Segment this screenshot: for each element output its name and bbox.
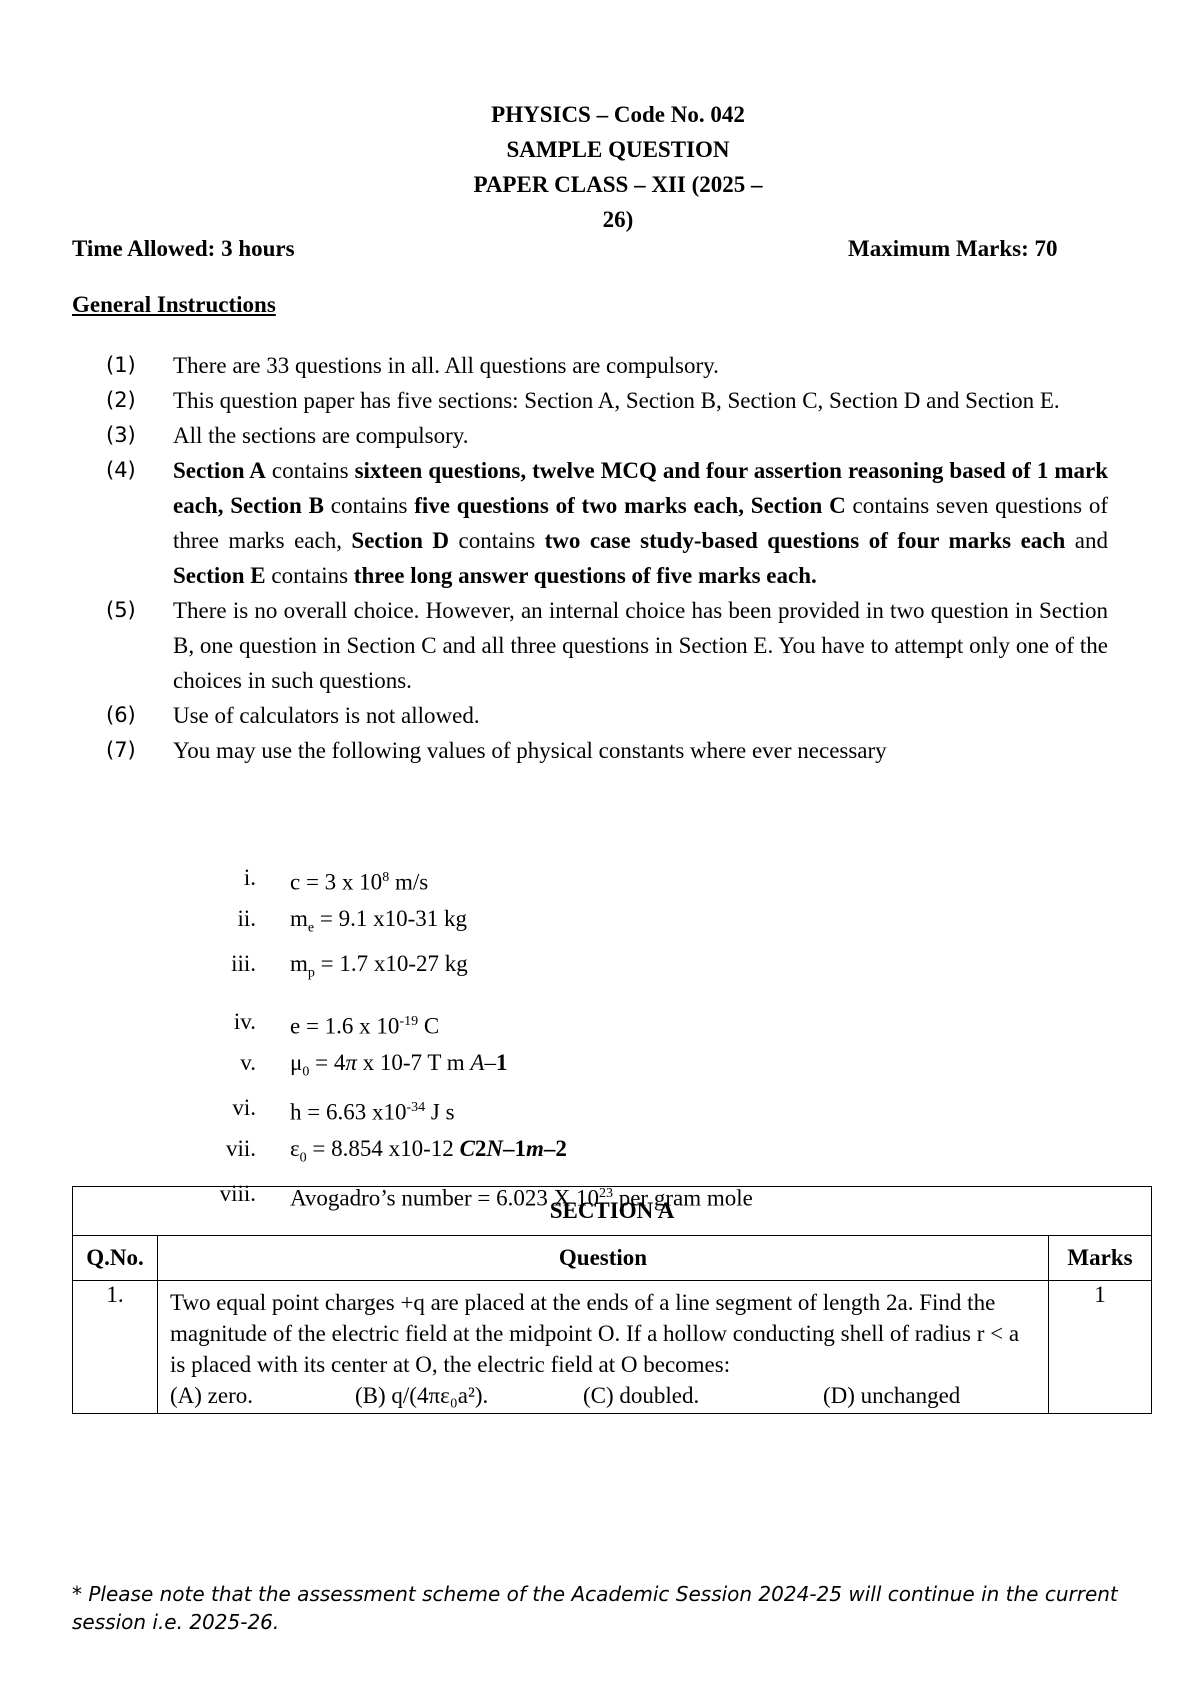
instruction-4-run-10: Section D [351, 528, 450, 553]
instruction-number: (5) [106, 598, 136, 622]
instruction-4-run-14: Section E [173, 563, 266, 588]
physical-constants-list [200, 860, 753, 1217]
column-header-question: Question [158, 1236, 1049, 1281]
general-instructions-heading: General Instructions [72, 292, 276, 317]
instruction-text: This question paper has five sections: Section A, Section B, Section C, Section D and Section E. [173, 388, 1060, 413]
question-text: Two equal point charges +q are placed at the ends of a line segment of length 2a. Find the magnitude of the electric field at the midpoint O. If a hollow conducting shell of radius r < a is placed with its center at O, the electric field at O becomes: [170, 1290, 1020, 1377]
constant-item [200, 1004, 753, 1045]
constant-item [200, 946, 753, 992]
instruction-4-run-13: and [1065, 528, 1108, 553]
section-a-heading: SECTION A [73, 1187, 1152, 1236]
instruction-4-run-0: Section A [173, 458, 266, 483]
question-options [170, 1380, 1034, 1411]
instruction-text-sections [173, 453, 1108, 593]
instruction-number: (7) [106, 738, 136, 762]
instruction-text: There are 33 questions in all. All questions are compulsory. [173, 353, 719, 378]
constant-value: Avogadro’s number = 6.023 X $10^{23}$ per gram mole [290, 1186, 753, 1211]
instruction-item [72, 418, 1108, 453]
constant-numeral: i. [243, 865, 256, 890]
paper-title-line-1: PHYSICS – Code No. 042 [491, 102, 745, 127]
constant-value: h = 6.63 $x10^{-34}$ J s [290, 1099, 455, 1125]
instruction-number: (3) [106, 423, 136, 447]
instruction-4-run-12: two case study-based questions of four marks each [544, 528, 1066, 553]
constant-item [200, 860, 753, 901]
instruction-text: All the sections are compulsory. [173, 423, 469, 448]
time-allowed: Time Allowed: 3 hours [72, 236, 295, 261]
question-marks: 1 [1049, 1281, 1152, 1414]
instruction-4-run-9: contains seven questions of three marks each, [173, 493, 1108, 553]
option-c: (C) doubled. [583, 1383, 700, 1408]
paper-title-line-2: SAMPLE QUESTION [506, 137, 730, 162]
instruction-item [72, 733, 1108, 768]
constant-item [200, 1131, 753, 1177]
option-a: (A) zero. [170, 1383, 254, 1408]
option-d: (D) unchanged [823, 1383, 961, 1408]
instruction-4-run-7 [744, 493, 751, 518]
constant-item [200, 1045, 753, 1091]
instruction-4-run-8: Section C [750, 493, 846, 518]
constant-value: c = 3 x $10^8$ m/s [290, 869, 429, 895]
constant-value: e = 1.6 x $10^{-19}$ C [290, 1013, 440, 1039]
constant-numeral: viii. [219, 1181, 256, 1207]
option-b: (B) q/(4πε₀a²). [355, 1383, 489, 1408]
instruction-4-run-6: five questions of two marks each, [414, 493, 744, 518]
constant-numeral: iii. [231, 951, 256, 977]
question-number: 1. [73, 1281, 158, 1414]
instruction-text: There is no overall choice. However, an internal choice has been provided in two question in Section B, one question in Section C and all three questions in Section E. You have to attempt only one of the choices in such questions. [173, 598, 1108, 693]
instruction-4-run-15: contains [265, 563, 354, 588]
constant-numeral: iv. [233, 1008, 256, 1034]
instruction-4-run-5: contains [323, 493, 415, 518]
maximum-marks: Maximum Marks: 70 [848, 236, 1058, 261]
section-a-table [72, 1186, 1152, 1414]
instruction-4-run-16: three long answer questions of five marks each. [353, 563, 817, 588]
column-header-qno: Q.No. [73, 1236, 158, 1281]
instruction-number: (6) [106, 703, 136, 727]
instruction-text: Use of calculators is not allowed. [173, 703, 480, 728]
instruction-4-run-1: contains [265, 458, 355, 483]
instruction-item [72, 383, 1108, 418]
instruction-item [72, 348, 1108, 383]
instruction-item [72, 698, 1108, 733]
instruction-4-run-4: Section B [230, 493, 324, 518]
footnote: * Please note that the assessment scheme of the Academic Session 2024-25 will continue in the current session i.e. 2025-26. [72, 1582, 1118, 1634]
instruction-number: (4) [106, 458, 136, 482]
paper-title-line-3: PAPER CLASS – XII (2025 – [473, 172, 763, 197]
instruction-text: You may use the following values of physical constants where ever necessary [173, 738, 887, 763]
constant-item [200, 1090, 753, 1131]
column-header-marks: Marks [1049, 1236, 1152, 1281]
constant-numeral: v. [240, 1049, 256, 1075]
constant-value: $\mu_0 = 4\pi$ x 10-7 T m A–1 [290, 1049, 508, 1080]
question-cell [158, 1281, 1049, 1414]
constant-numeral: vii. [225, 1135, 256, 1161]
constant-numeral: vi. [232, 1095, 256, 1121]
instruction-item [72, 593, 1108, 698]
instruction-4-run-11: contains [449, 528, 545, 553]
paper-title-line-4: 26) [602, 207, 634, 232]
instruction-4-run-2: sixteen questions, twelve MCQ and four assertion reasoning based of 1 mark each, [173, 458, 1109, 518]
instruction-item [72, 453, 1108, 593]
constant-item [200, 901, 753, 947]
constant-value: $\varepsilon_0 = 8.854$ x10-12 C2N–1m–2 [290, 1135, 567, 1166]
instruction-number: (2) [106, 388, 136, 412]
instructions-list [72, 348, 1108, 768]
constant-value: $m_e = 9.1$ x10-31 kg [290, 905, 467, 936]
instruction-number: (1) [106, 353, 136, 377]
constant-numeral: ii. [237, 905, 256, 931]
constant-value: $m_p = 1.7$ x10-27 kg [290, 951, 468, 981]
table-row [73, 1281, 1152, 1414]
